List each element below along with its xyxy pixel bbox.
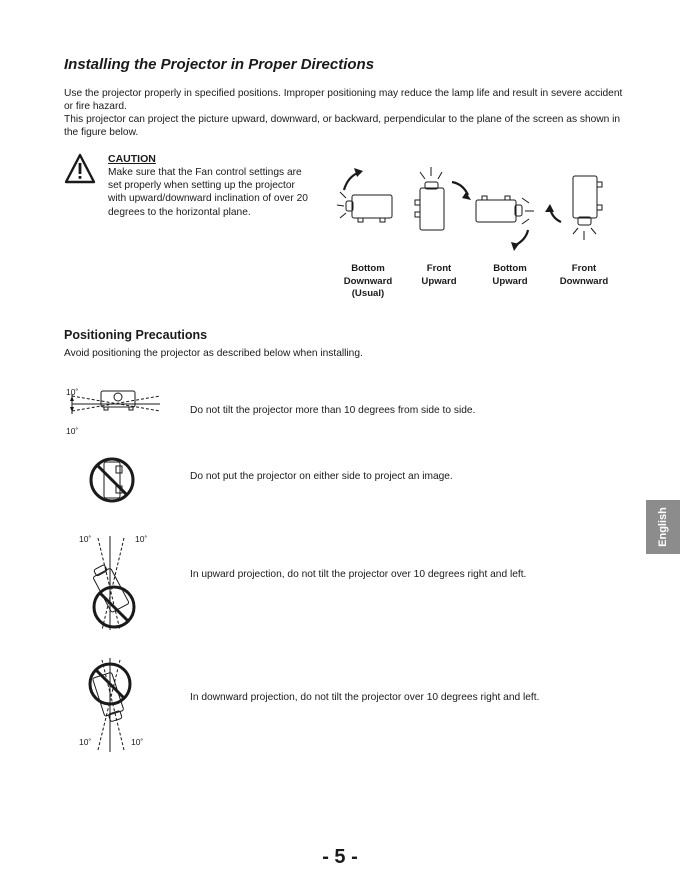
- orientation-label-bottom-upward: Bottom Upward: [492, 263, 528, 287]
- intro-paragraph-1: Use the projector properly in specified positions. Improper positioning may reduce the lamp life and result in severe accident or fire hazard.: [64, 88, 623, 113]
- projector-bottom-downward-icon: [337, 192, 392, 222]
- language-tab-label: English: [657, 507, 669, 547]
- prohibited-side-diagram: [88, 456, 136, 504]
- projector-front-upward-icon: [415, 167, 444, 230]
- upward-tilt-diagram: [80, 534, 150, 634]
- warning-triangle-icon: [64, 153, 96, 185]
- section-heading: Positioning Precautions: [64, 328, 208, 342]
- precaution-text-3: In upward projection, do not tilt the projector over 10 degrees right and left.: [190, 569, 527, 580]
- caution-heading: CAUTION: [108, 153, 156, 165]
- orientation-diagram: [330, 160, 620, 260]
- orientation-label-front-downward: Front Downward: [559, 263, 609, 287]
- angle-label: 10˚: [135, 534, 148, 544]
- projector-front-downward-icon: [573, 176, 602, 240]
- intro-paragraph-2: This projector can project the picture upward, downward, or backward, perpendicular to the plane of the screen as shown in the figure below.: [64, 114, 621, 139]
- angle-label: 10˚: [131, 737, 144, 747]
- orientation-label-front-upward: Front Upward: [421, 263, 457, 287]
- side-tilt-diagram: [66, 386, 166, 426]
- section-intro: Avoid positioning the projector as described below when installing.: [64, 348, 363, 359]
- angle-label: 10˚: [79, 737, 92, 747]
- page-number: - 5 -: [322, 846, 358, 868]
- precaution-text-2: Do not put the projector on either side to project an image.: [190, 471, 453, 482]
- precaution-text-1: Do not tilt the projector more than 10 degrees from side to side.: [190, 405, 476, 416]
- projector-bottom-upward-icon: [476, 196, 534, 224]
- language-tab: [646, 500, 680, 554]
- angle-label: 10˚: [66, 387, 79, 397]
- page-title: Installing the Projector in Proper Directions: [64, 56, 375, 73]
- angle-label: 10˚: [79, 534, 92, 544]
- angle-label: 10˚: [66, 426, 79, 436]
- caution-text: Make sure that the Fan control settings are set properly when setting up the projector with upward/downward inclination of over 20 degrees to the horizontal plane.: [108, 167, 308, 218]
- precaution-text-4: In downward projection, do not tilt the projector over 10 degrees right and left.: [190, 692, 540, 703]
- orientation-label-bottom-downward: Bottom Downward (Usual): [343, 263, 393, 299]
